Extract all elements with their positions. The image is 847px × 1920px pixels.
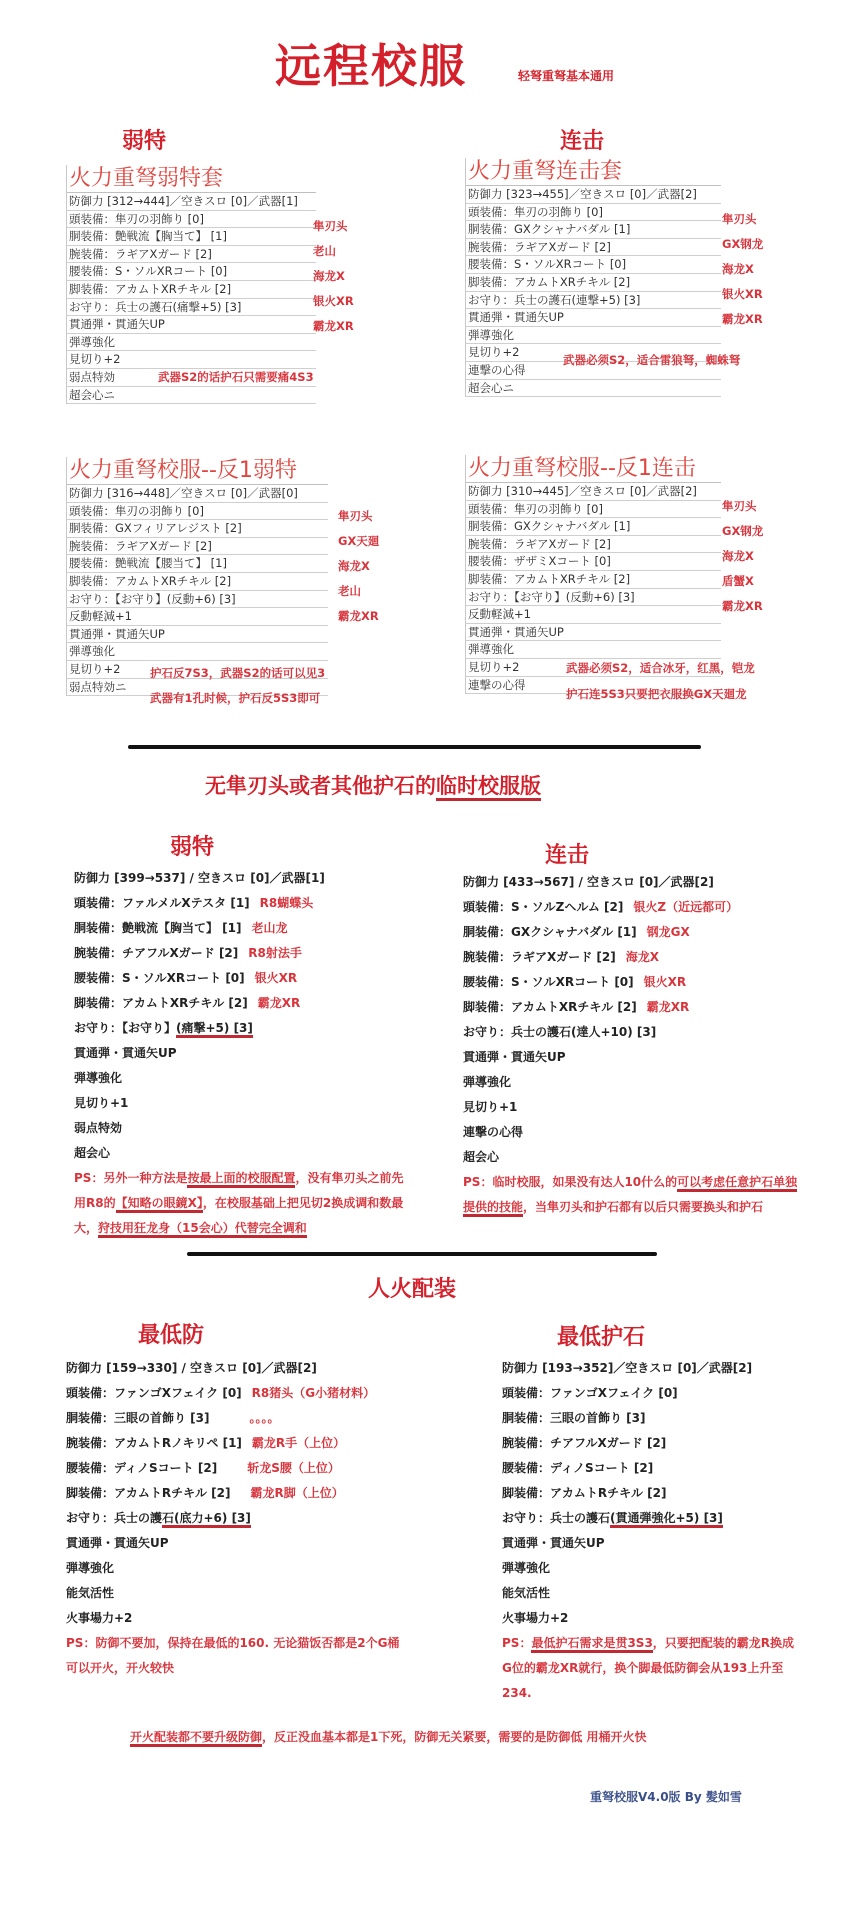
- gear-text: お守り：兵士の護石(達人+10) [3]: [463, 1025, 657, 1039]
- set-row: 胴装備：艶戦流【胸当て】 [1]: [67, 228, 316, 246]
- section2-heading-main: 无隼刃头或者其他护石的: [205, 774, 436, 798]
- ps-highlight: 【知略の眼鏡X】: [116, 1196, 203, 1213]
- gear-note: 银火Z（近远都可）: [633, 900, 739, 914]
- skill-row: 弱点特効: [74, 1121, 123, 1135]
- gear-text: 脚装備：アカムトRチキル [2]: [66, 1486, 231, 1500]
- skill-row: 貫通弾・貫通矢UP: [74, 1046, 177, 1060]
- ps-text: ，当隼刃头和护石都有以后只需要换头和护石: [523, 1200, 764, 1214]
- set-row: 腰装備：艶戦流【腰当て】 [1]: [67, 555, 328, 573]
- set-row: 腕装備：ラギアXガード [2]: [67, 538, 328, 556]
- set-tag: 隼刃头: [338, 509, 373, 523]
- gear-row: 腰装備：ディノSコート [2]: [502, 1461, 654, 1475]
- footer-text: ，反正没血基本都是1下死，防御无关紧要，需要的是防御低 用桶开火快: [262, 1730, 647, 1744]
- gear-row: 防御力 [193→352]／空きスロ [0]／武器[2]: [502, 1361, 753, 1375]
- gear-note: 海龙X: [625, 950, 660, 964]
- set-tag: 海龙X: [313, 269, 345, 283]
- footer-highlight: 开火配装都不要升级防御: [130, 1730, 262, 1747]
- charm-highlight: (痛撃+5) [3]: [176, 1021, 253, 1038]
- credit: 重弩校服V4.0版 By 髪如雪: [590, 1790, 742, 1804]
- skill-row: 貫通弾・貫通矢UP: [502, 1536, 605, 1550]
- footer-note: [130, 1728, 647, 1745]
- set-row: 反動軽減+1: [67, 608, 328, 626]
- section2-heading-underlined: 临时校服版: [436, 774, 541, 801]
- temp-weak-set: [74, 866, 454, 1241]
- set-tag: 老山: [338, 584, 361, 598]
- gear-note: 银火XR: [254, 971, 298, 985]
- set-row: 貫通弾・貫通矢UP: [67, 626, 328, 644]
- set-row: 胴装備：GXクシャナバダル [1]: [466, 221, 721, 239]
- set-tag: 霸龙XR: [313, 319, 354, 333]
- gear-row: [463, 970, 833, 995]
- gear-row: [74, 966, 454, 991]
- set-tag: GX天廻: [338, 534, 380, 548]
- set-row: 脚装備：アカムトXRチキル [2]: [466, 571, 721, 589]
- set-tag: 银火XR: [722, 287, 763, 301]
- min-defense-set: [66, 1356, 466, 1681]
- ps-note: [463, 1170, 803, 1220]
- skill-row: 弾導強化: [502, 1561, 551, 1575]
- gear-row: 胴装備：三眼の首飾り [3]: [502, 1411, 646, 1425]
- set-row: 脚装備：アカムトXRチキル [2]: [466, 274, 721, 292]
- set-row: 頭装備：隼刃の羽飾り [0]: [466, 501, 721, 519]
- set-row: 貫通弾・貫通矢UP: [466, 309, 721, 327]
- set-row: お守り：【お守り】(反動+6) [3]: [466, 589, 721, 607]
- set-row: 超会心ニ: [466, 380, 721, 398]
- section3-left-heading: 最低防: [138, 1323, 205, 1348]
- charm-row: [74, 1016, 454, 1041]
- charm-text: お守り：兵士の護石: [502, 1511, 611, 1525]
- ps-note: [502, 1631, 802, 1706]
- skill-row: 貫通弾・貫通矢UP: [66, 1536, 169, 1550]
- gear-row: [74, 916, 454, 941]
- gear-text: 脚装備：アカムトXRチキル [2]: [463, 1000, 637, 1014]
- page-subtitle: 轻弩重弩基本通用: [518, 69, 615, 83]
- gear-row: 腕装備：チアフルXガード [2]: [502, 1436, 667, 1450]
- set-row: 弱点特効: [67, 369, 316, 387]
- set-row: 見切り+2: [466, 659, 721, 677]
- set-row: お守り：【お守り】(反動+6) [3]: [67, 591, 328, 609]
- set-row: 頭装備：隼刃の羽飾り [0]: [466, 204, 721, 222]
- set-row: 超会心ニ: [67, 387, 316, 405]
- set-tag: 海龙X: [722, 549, 754, 563]
- skill-row: 見切り+1: [74, 1096, 129, 1110]
- skill-row: 弾導強化: [66, 1561, 115, 1575]
- gear-note: 霸龙R手（上位）: [251, 1436, 346, 1450]
- ps-note: [74, 1166, 404, 1241]
- min-charm-set: [502, 1356, 832, 1706]
- set-row: 腕装備：ラギアXガード [2]: [466, 239, 721, 257]
- section1-right-heading: 连击: [560, 129, 605, 154]
- set-tag: 隼刃头: [722, 212, 757, 226]
- gear-row: [66, 1481, 466, 1506]
- charm-highlight: (貫通弾強化+5) [3]: [610, 1511, 723, 1528]
- section-divider: [187, 1252, 657, 1256]
- gear-row: [463, 895, 833, 920]
- section2-left-heading: 弱特: [170, 835, 215, 860]
- gear-row: [463, 920, 833, 945]
- gear-row: 頭装備：ファンゴXフェイク [0]: [502, 1386, 678, 1400]
- skill-row: 能気活性: [66, 1586, 115, 1600]
- ps-text: ，在校服基础上把见切2换成调和数最大，: [74, 1196, 404, 1235]
- set-row: 頭装備：隼刃の羽飾り [0]: [67, 211, 316, 229]
- ps-text: PS：临时校服，如果没有达人10什么的: [463, 1175, 678, 1189]
- skill-row: 超会心: [74, 1146, 111, 1160]
- ps-note: PS：防御不要加，保持在最低的160. 无论猫饭否都是2个G桶可以开火，开火较快: [66, 1636, 400, 1675]
- set-note: 武器必须S2，适合冰牙，红黑，铠龙: [566, 661, 755, 675]
- set-tag: 老山: [313, 244, 336, 258]
- set-tag: GX钢龙: [722, 524, 764, 538]
- skill-row: 弾導強化: [74, 1071, 123, 1085]
- ps-text: ，只要把配装的霸龙R换成G位的霸龙XR就行，换个脚最低防御会从193上升至234.: [502, 1636, 795, 1700]
- gear-note: 。。。。: [249, 1411, 280, 1425]
- set-row: 弾導強化: [67, 643, 328, 661]
- set-title: 火力重弩校服--反1弱特: [67, 457, 328, 485]
- section-divider: [128, 745, 701, 749]
- temp-combo-set: [463, 870, 833, 1220]
- set-row: 弾導強化: [466, 641, 721, 659]
- section3-heading: 人火配装: [368, 1277, 457, 1302]
- section3-right-heading: 最低护石: [557, 1325, 646, 1350]
- gear-note: 斩龙S腰（上位）: [247, 1461, 340, 1475]
- set-tag: 霸龙XR: [338, 609, 379, 623]
- gear-text: 防御力 [433→567] / 空きスロ [0]／武器[2]: [463, 875, 714, 889]
- gear-note: R8蝴蝶头: [259, 896, 314, 910]
- set-row: 腰装備：ザザミXコート [0]: [466, 553, 721, 571]
- set-row: お守り：兵士の護石(痛撃+5) [3]: [67, 299, 316, 317]
- ps-text: ，没有隼刃头之前先用R8的: [74, 1171, 404, 1210]
- set-row: 貫通弾・貫通矢UP: [67, 316, 316, 334]
- set-row: 胴装備：GXクシャナバダル [1]: [466, 518, 721, 536]
- set-tag: 隼刃头: [722, 499, 757, 513]
- gear-note: 霸龙XR: [646, 1000, 690, 1014]
- set-row: 脚装備：アカムトXRチキル [2]: [67, 573, 328, 591]
- set-row: 防御力 [310→445]／空きスロ [0]／武器[2]: [466, 483, 721, 501]
- set-row: お守り：兵士の護石(連撃+5) [3]: [466, 292, 721, 310]
- set-row: 防御力 [316→448]／空きスロ [0]／武器[0]: [67, 485, 328, 503]
- ps-highlight: 可以考虑任意护石单独提供的技能: [463, 1175, 797, 1217]
- set-note: 护石连5S3只要把衣服换GX天廻龙: [566, 687, 747, 701]
- set-note: 武器必须S2，适合雷狼弩，蜘蛛弩: [563, 353, 741, 367]
- set-row: 弱点特効ニ: [67, 679, 328, 697]
- skill-row: 連撃の心得: [463, 1125, 524, 1139]
- charm-text: お守り：【お守り】: [74, 1021, 177, 1035]
- section2-heading: [205, 770, 541, 800]
- gear-row: [66, 1356, 466, 1381]
- set-title: 火力重弩连击套: [466, 158, 721, 186]
- set-row: 腕装備：ラギアXガード [2]: [67, 246, 316, 264]
- gear-row: [74, 866, 454, 891]
- skill-row: 超会心: [463, 1150, 500, 1164]
- gear-row: [66, 1381, 466, 1406]
- set-row: 連撃の心得: [466, 677, 721, 695]
- gear-note: 老山龙: [251, 921, 288, 935]
- gear-row: [66, 1431, 466, 1456]
- gear-note: R8猪头（G小猪材料）: [251, 1386, 376, 1400]
- set-table-recoil-weak: [66, 457, 328, 696]
- set-tag: 海龙X: [338, 559, 370, 573]
- gear-row: [463, 995, 833, 1020]
- gear-note: R8射法手: [248, 946, 302, 960]
- gear-row: [463, 945, 833, 970]
- set-tag: 隼刃头: [313, 219, 348, 233]
- gear-row: [66, 1406, 466, 1431]
- set-tag: 霸龙XR: [722, 312, 763, 326]
- set-row: 腕装備：ラギアXガード [2]: [466, 536, 721, 554]
- set-row: 頭装備：隼刃の羽飾り [0]: [67, 503, 328, 521]
- skill-row: 火事場力+2: [66, 1611, 133, 1625]
- gear-note: 霸龙XR: [257, 996, 301, 1010]
- set-tag: GX钢龙: [722, 237, 764, 251]
- charm-text: お守り：兵士の護: [66, 1511, 163, 1525]
- set-title: 火力重弩弱特套: [67, 165, 316, 193]
- set-row: 防御力 [312→444]／空きスロ [0]／武器[1]: [67, 193, 316, 211]
- gear-note: 霸龙R脚（上位）: [250, 1486, 344, 1500]
- set-note: 武器S2的话护石只需要痛4S3: [158, 370, 314, 384]
- gear-note: 钢龙GX: [646, 925, 690, 939]
- set-row: 腰装備：S・ソルXRコート [0]: [466, 256, 721, 274]
- gear-text: 脚装備：アカムトXRチキル [2]: [74, 996, 248, 1010]
- set-row: 見切り+2: [67, 351, 316, 369]
- ps-highlight: 最低护石需求是贯3S3: [531, 1636, 652, 1653]
- gear-row: [74, 891, 454, 916]
- skill-row: 弾導強化: [463, 1075, 512, 1089]
- gear-text: 胴装備：三眼の首飾り [3]: [66, 1411, 210, 1425]
- gear-text: 頭装備：ファルメルXテスタ [1]: [74, 896, 250, 910]
- set-row: 弾導強化: [466, 327, 721, 345]
- gear-text: 腕装備：チアフルXガード [2]: [74, 946, 239, 960]
- gear-text: 胴装備：GXクシャナバダル [1]: [463, 925, 637, 939]
- set-row: 腰装備：S・ソルXRコート [0]: [67, 263, 316, 281]
- page-title: 远程校服: [275, 39, 467, 93]
- gear-row: [463, 1020, 833, 1045]
- ps-text: PS：: [502, 1636, 532, 1650]
- gear-text: 腰装備：S・ソルXRコート [0]: [463, 975, 634, 989]
- set-title: 火力重弩校服--反1连击: [466, 455, 721, 483]
- gear-text: 腕装備：アカムトRノキリペ [1]: [66, 1436, 242, 1450]
- gear-row: [66, 1456, 466, 1481]
- gear-note: 银火XR: [643, 975, 687, 989]
- gear-row: [463, 870, 833, 895]
- set-row: 胴装備：GXフィリアレジスト [2]: [67, 520, 328, 538]
- set-row: 貫通弾・貫通矢UP: [466, 624, 721, 642]
- set-tag: 海龙X: [722, 262, 754, 276]
- set-tag: 霸龙XR: [722, 599, 763, 613]
- gear-text: 腰装備：ディノSコート [2]: [66, 1461, 218, 1475]
- gear-text: 頭装備：S・ソルZヘルム [2]: [463, 900, 624, 914]
- set-row: 防御力 [323→455]／空きスロ [0]／武器[2]: [466, 186, 721, 204]
- gear-text: 腰装備：S・ソルXRコート [0]: [74, 971, 245, 985]
- charm-highlight: 石(底力+6) [3]: [162, 1511, 251, 1528]
- set-row: 見切り+2: [466, 344, 721, 362]
- set-row: 反動軽減+1: [466, 606, 721, 624]
- skill-row: 見切り+1: [463, 1100, 518, 1114]
- charm-row: [502, 1506, 832, 1531]
- ps-text: PS：另外一种方法是: [74, 1171, 188, 1185]
- set-tag: 银火XR: [313, 294, 354, 308]
- set-tag: 盾蟹X: [722, 574, 754, 588]
- skill-row: 能気活性: [502, 1586, 551, 1600]
- set-row: 連撃の心得: [466, 362, 721, 380]
- set-note: 武器有1孔时候，护石反5S3即可: [150, 691, 321, 705]
- ps-highlight: 狩技用狂龙身（15会心）代替完全调和: [98, 1221, 307, 1238]
- set-row: 弾導強化: [67, 334, 316, 352]
- section2-right-heading: 连击: [545, 843, 590, 868]
- skill-row: 貫通弾・貫通矢UP: [463, 1050, 566, 1064]
- gear-row: [74, 941, 454, 966]
- skill-row: 火事場力+2: [502, 1611, 569, 1625]
- gear-text: 腕装備：ラギアXガード [2]: [463, 950, 616, 964]
- gear-text: 胴装備：艶戦流【胸当て】 [1]: [74, 921, 242, 935]
- gear-row: 脚装備：アカムトRチキル [2]: [502, 1486, 667, 1500]
- set-row: 脚装備：アカムトXRチキル [2]: [67, 281, 316, 299]
- gear-text: 頭装備：ファンゴXフェイク [0]: [66, 1386, 242, 1400]
- gear-text: 防御力 [159→330] / 空きスロ [0]／武器[2]: [66, 1361, 317, 1375]
- charm-row: [66, 1506, 466, 1531]
- ps-highlight: 按最上面的校服配置: [187, 1171, 295, 1188]
- gear-row: [74, 991, 454, 1016]
- section1-left-heading: 弱特: [122, 129, 167, 154]
- gear-text: 防御力 [399→537] / 空きスロ [0]／武器[1]: [74, 871, 325, 885]
- set-table-recoil-combo: [465, 455, 721, 694]
- set-note: 护石反7S3，武器S2的话可以见3: [150, 666, 326, 680]
- set-row: 見切り+2: [67, 661, 328, 679]
